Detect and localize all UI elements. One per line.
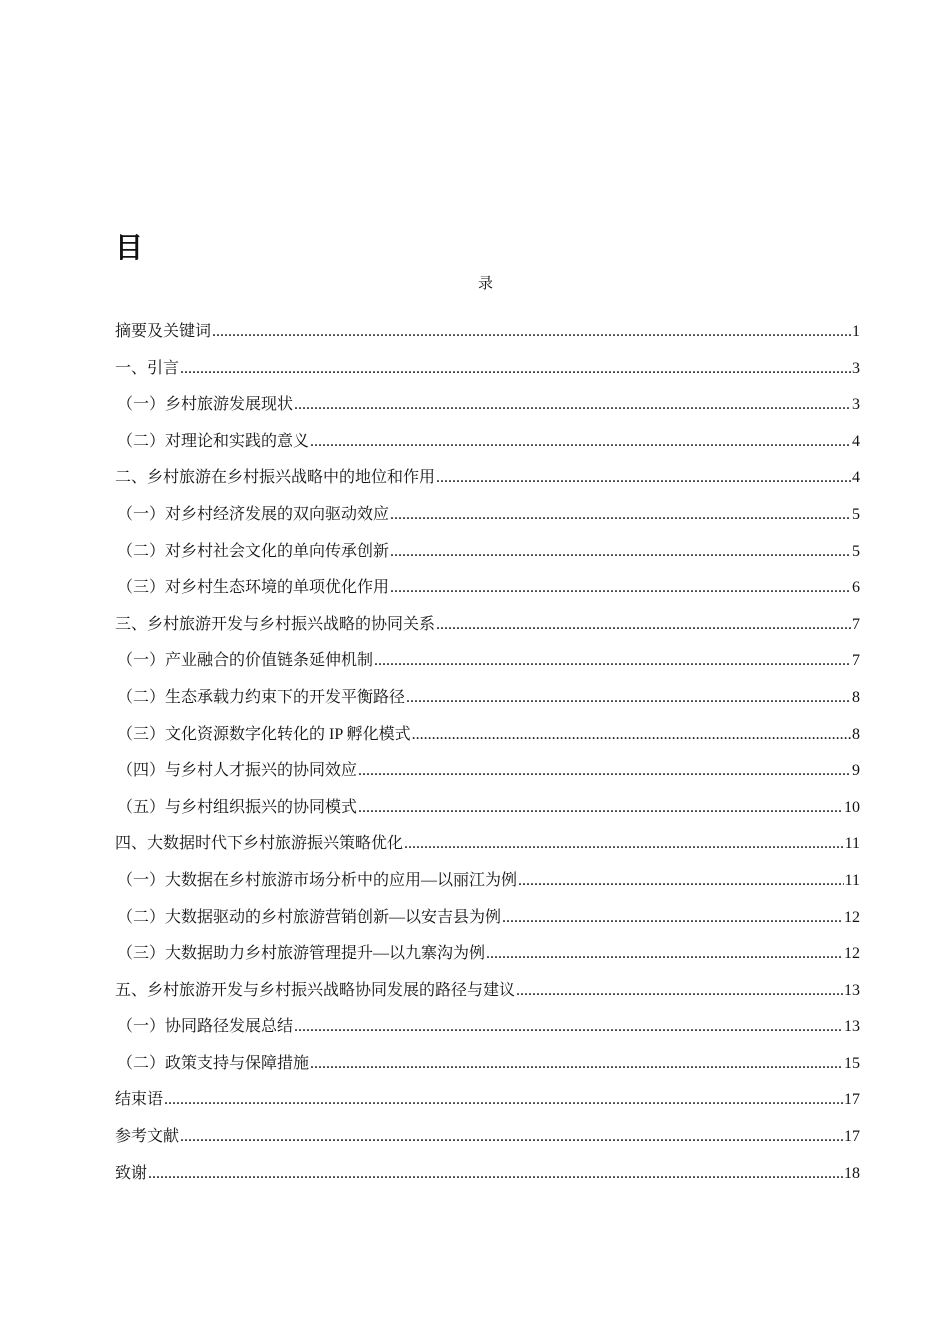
toc-entry-label: （二）对乡村社会文化的单向传承创新 (117, 542, 390, 560)
toc-entry[interactable] (115, 1123, 860, 1160)
dot-leader (518, 872, 844, 890)
toc-title-part1: 目 (115, 231, 144, 264)
dot-leader (358, 762, 851, 780)
dot-leader (404, 835, 844, 853)
toc-entry-label: （三）大数据助力乡村旅游管理提升—以九寨沟为例 (117, 945, 486, 963)
toc-entry-page: 8 (852, 725, 860, 743)
toc-entry-label: （二）政策支持与保障措施 (117, 1054, 310, 1072)
dot-leader (180, 1128, 843, 1146)
toc-entry-page: 13 (844, 981, 860, 999)
toc-entry-label: （二）生态承载力约束下的开发平衡路径 (117, 688, 406, 706)
toc-entry-page: 5 (852, 542, 860, 560)
toc-entry[interactable] (115, 464, 860, 501)
toc-entry[interactable] (115, 684, 860, 721)
dot-leader (486, 945, 843, 963)
toc-entry-page: 17 (844, 1091, 860, 1109)
toc-entry-page: 1 (852, 323, 860, 340)
toc-entry[interactable] (115, 721, 860, 758)
toc-entry[interactable] (115, 318, 860, 355)
toc-entry-page: 13 (844, 1018, 860, 1036)
toc-entry[interactable] (115, 1050, 860, 1087)
toc-entry-page: 18 (844, 1164, 860, 1182)
toc-entry-label: （五）与乡村组织振兴的协同模式 (117, 798, 358, 816)
toc-entry-page: 17 (844, 1128, 860, 1146)
dot-leader (390, 506, 851, 524)
dot-leader (412, 726, 851, 744)
toc-entry[interactable] (115, 867, 860, 904)
toc-entry-page: 12 (844, 908, 860, 926)
toc-entry-label: 三、乡村旅游开发与乡村振兴战略的协同关系 (115, 615, 436, 633)
dot-leader (310, 433, 851, 451)
dot-leader (294, 396, 851, 414)
toc-entry-label: （一）对乡村经济发展的双向驱动效应 (117, 505, 390, 523)
toc-entry[interactable] (115, 1086, 860, 1123)
dot-leader (358, 799, 843, 817)
toc-title-part2: 录 (478, 276, 494, 292)
toc-entry-label: （三）文化资源数字化转化的 IP 孵化模式 (117, 725, 411, 743)
toc-entry[interactable] (115, 538, 860, 575)
dot-leader (502, 909, 843, 927)
dot-leader (310, 1055, 843, 1073)
toc-entry[interactable] (115, 1160, 860, 1197)
toc-entry[interactable] (115, 574, 860, 611)
toc-entry-page: 6 (852, 579, 860, 597)
toc-entry-page: 9 (852, 762, 860, 780)
toc-entry[interactable] (115, 940, 860, 977)
toc-entry-label: （二）对理论和实践的意义 (117, 432, 310, 450)
dot-leader (294, 1018, 843, 1036)
dot-leader (436, 616, 851, 634)
dot-leader (436, 469, 851, 487)
table-of-contents (115, 318, 860, 1196)
toc-entry-label: 摘要及关键词 (115, 323, 212, 340)
toc-entry[interactable] (115, 1013, 860, 1050)
toc-entry[interactable] (115, 977, 860, 1014)
toc-entry-label: （四）与乡村人才振兴的协同效应 (117, 762, 358, 780)
toc-entry-page: 11 (844, 871, 860, 889)
dot-leader (390, 579, 851, 597)
toc-entry[interactable] (115, 611, 860, 648)
toc-entry[interactable] (115, 904, 860, 941)
toc-entry-label: （一）大数据在乡村旅游市场分析中的应用—以丽江为例 (117, 871, 518, 889)
toc-entry-label: 四、大数据时代下乡村旅游振兴策略优化 (115, 835, 404, 853)
toc-entry[interactable] (115, 501, 860, 538)
toc-entry[interactable] (115, 647, 860, 684)
toc-entry-label: 一、引言 (115, 359, 180, 377)
dot-leader (148, 1165, 843, 1183)
toc-entry-label: 二、乡村旅游在乡村振兴战略中的地位和作用 (115, 469, 436, 487)
toc-entry-label: （二）大数据驱动的乡村旅游营销创新—以安吉县为例 (117, 908, 502, 926)
toc-entry-page: 11 (844, 835, 860, 853)
toc-entry-label: 结束语 (115, 1091, 164, 1109)
toc-entry-page: 15 (844, 1054, 860, 1072)
toc-entry[interactable] (115, 391, 860, 428)
dot-leader (374, 652, 851, 670)
dot-leader (406, 689, 851, 707)
toc-entry-page: 12 (844, 945, 860, 963)
toc-entry-label: （一）产业融合的价值链条延伸机制 (117, 652, 374, 670)
dot-leader (516, 982, 843, 1000)
toc-entry-page: 4 (852, 432, 860, 450)
toc-entry-label: （三）对乡村生态环境的单项优化作用 (117, 579, 390, 597)
toc-entry-page: 5 (852, 505, 860, 523)
toc-entry[interactable] (115, 355, 860, 392)
dot-leader (390, 543, 851, 561)
toc-entry-page: 7 (852, 652, 860, 670)
toc-entry-page: 8 (852, 688, 860, 706)
toc-entry[interactable] (115, 830, 860, 867)
toc-entry-page: 10 (844, 798, 860, 816)
toc-entry-label: 致谢 (115, 1164, 148, 1182)
dot-leader (180, 360, 851, 378)
toc-entry-label: （一）乡村旅游发展现状 (117, 396, 294, 414)
toc-entry-label: （一）协同路径发展总结 (117, 1018, 294, 1036)
toc-entry-label: 参考文献 (115, 1128, 180, 1146)
toc-entry[interactable] (115, 428, 860, 465)
toc-entry-label: 五、乡村旅游开发与乡村振兴战略协同发展的路径与建议 (115, 981, 516, 999)
toc-entry[interactable] (115, 757, 860, 794)
dot-leader (212, 323, 851, 341)
toc-entry[interactable] (115, 794, 860, 831)
toc-entry-page: 7 (852, 615, 860, 633)
toc-entry-page: 4 (852, 469, 860, 487)
toc-entry-page: 3 (852, 359, 860, 377)
toc-entry-page: 3 (852, 396, 860, 414)
dot-leader (164, 1091, 843, 1109)
